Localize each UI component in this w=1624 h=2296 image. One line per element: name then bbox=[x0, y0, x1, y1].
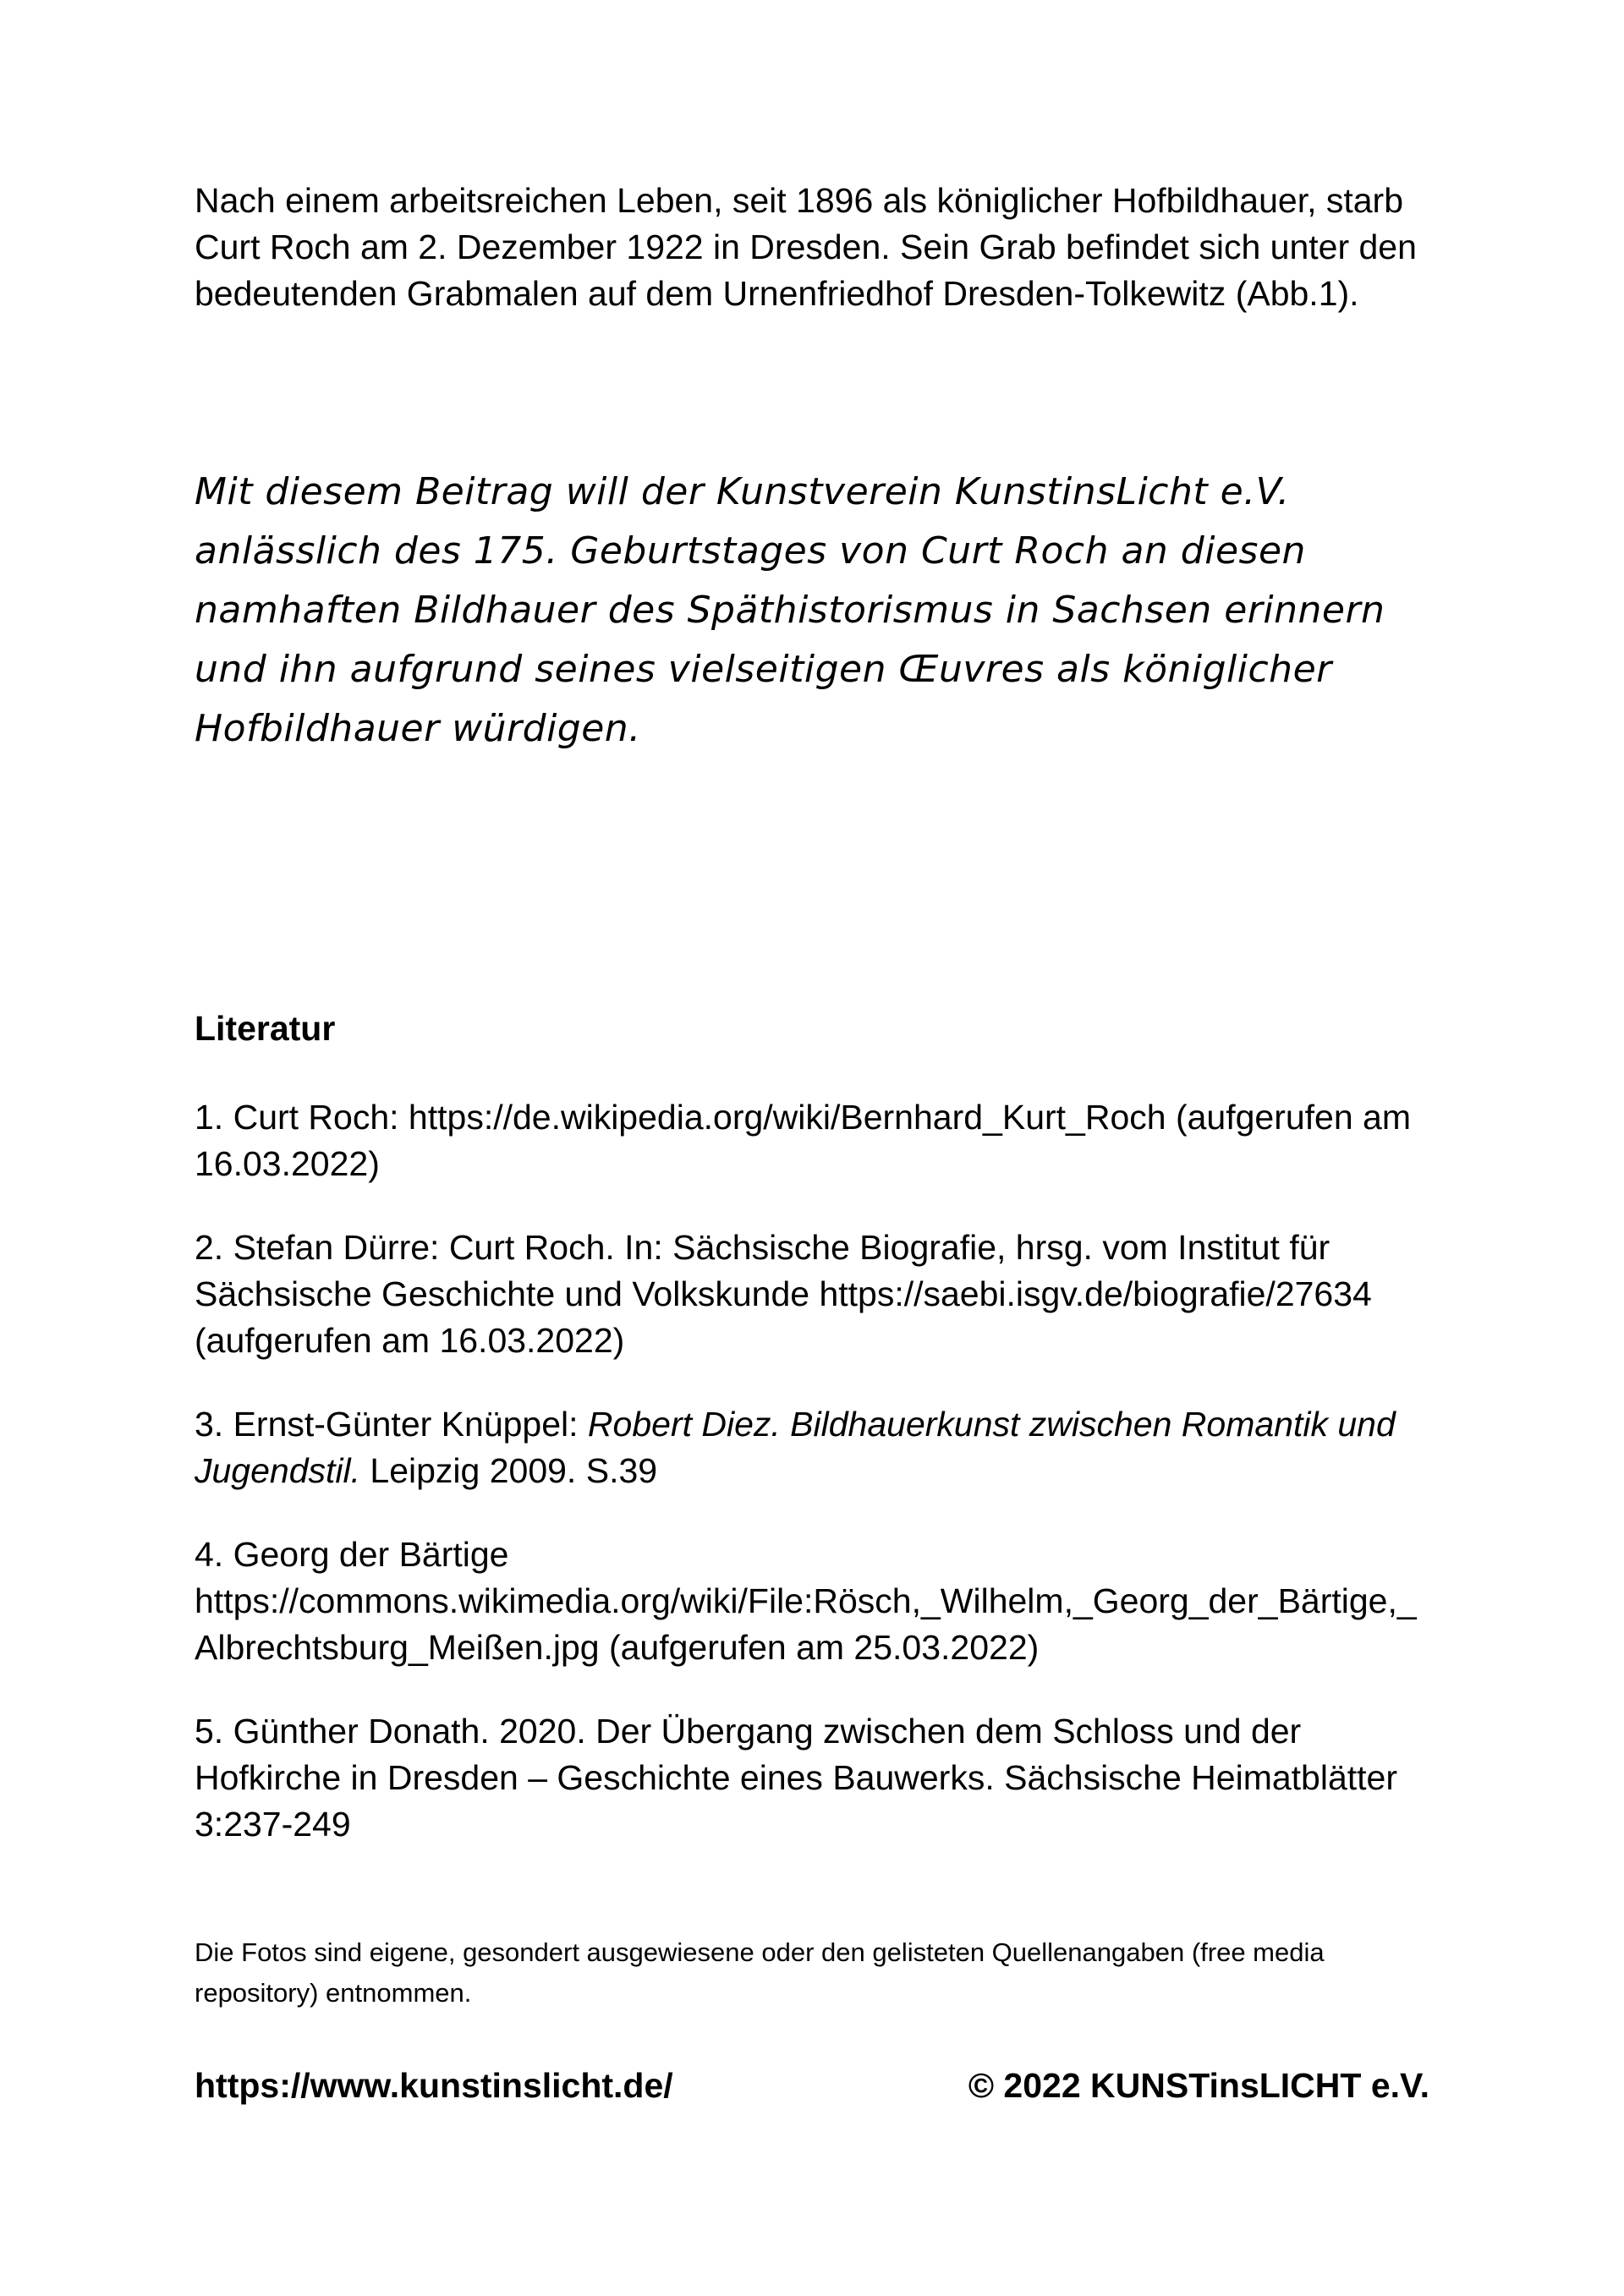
literature-item-3-title: Robert Diez. Bildhauerkunst zwischen Romantik und Jugendstil. bbox=[195, 1405, 1396, 1490]
literature-item-4: 4. Georg der Bärtige https://commons.wikimedia.org/wiki/File:Rösch,_Wilhelm,_Georg_der_Bärtige,_Albrechtsburg_Meißen.jpg (aufgerufen am 25.03.2022) bbox=[195, 1535, 1417, 1667]
intro-paragraph: Nach einem arbeitsreichen Leben, seit 1896 als königlicher Hofbildhauer, starb Curt Roch am 2. Dezember 1922 in Dresden. Sein Grab befindet sich unter den bedeutenden Grabmalen auf dem Urnenfriedhof Dresden-Tolkewitz (Abb.1). bbox=[195, 181, 1417, 313]
literature-heading: Literatur bbox=[195, 1009, 336, 1048]
photo-credit-note: Die Fotos sind eigene, gesondert ausgewiesene oder den gelisteten Quellenangaben (free media repository) entnommen. bbox=[195, 1937, 1325, 2008]
literature-item-3-author: 3. Ernst-Günter Knüppel: bbox=[195, 1405, 588, 1444]
footer-website-url: https://www.kunstinslicht.de/ bbox=[195, 2066, 673, 2105]
literature-item-2: 2. Stefan Dürre: Curt Roch. In: Sächsische Biografie, hrsg. vom Institut für Sächsische Geschichte und Volkskunde https://saebi.isgv.de/biografie/27634 (aufgerufen am 16.03.2022) bbox=[195, 1228, 1372, 1360]
literature-item-3-publication: Leipzig 2009. S.39 bbox=[360, 1451, 658, 1490]
anniversary-quote-paragraph: Mit diesem Beitrag will der Kunstverein KunstinsLicht e.V. anlässlich des 175. Geburtstages von Curt Roch an diesen namhaften Bildhauer des Späthistorismus in Sachsen erinnern und ihn aufgrund seines vielseitigen Œuvres als königlicher Hofbildhauer würdigen. bbox=[195, 470, 1385, 750]
literature-item-1: 1. Curt Roch: https://de.wikipedia.org/wiki/Bernhard_Kurt_Roch (aufgerufen am 16.03.2022) bbox=[195, 1098, 1412, 1183]
footer-copyright: © 2022 KUNSTinsLICHT e.V. bbox=[968, 2066, 1429, 2105]
literature-item-5: 5. Günther Donath. 2020. Der Übergang zwischen dem Schloss und der Hofkirche in Dresden – Geschichte eines Bauwerks. Sächsische Heimatblätter 3:237-249 bbox=[195, 1712, 1397, 1844]
page-footer bbox=[195, 2063, 1429, 2109]
literature-item-3 bbox=[195, 1401, 1429, 1494]
